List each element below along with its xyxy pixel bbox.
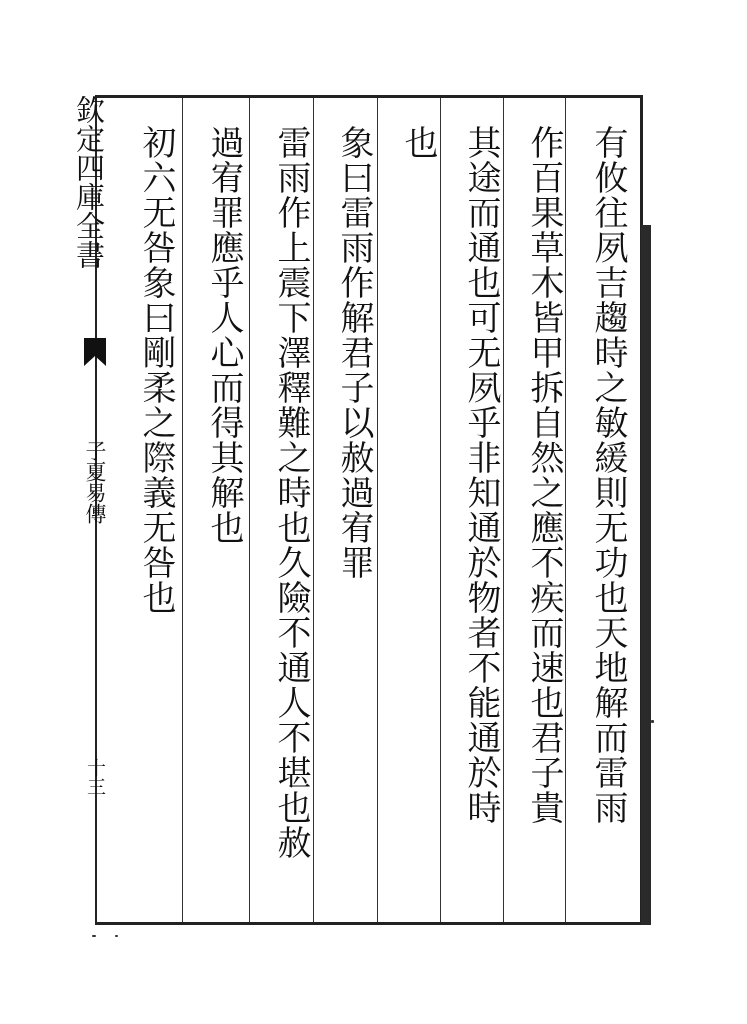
text-column-7: 過宥罪應乎人心而得其解也 — [204, 125, 244, 545]
column-rule — [440, 98, 441, 922]
column-rule — [182, 98, 183, 922]
column-rule — [565, 98, 566, 922]
column-rule — [313, 98, 314, 922]
fold-shadow — [641, 225, 651, 925]
text-column-1: 有攸往夙吉趨時之敏緩則无功也天地解而雷雨 — [588, 125, 628, 825]
column-rule — [377, 98, 378, 922]
text-column-4: 也 — [398, 125, 438, 160]
column-rule — [503, 98, 504, 922]
text-column-2: 作百果草木皆甲拆自然之應不疾而速也君子貴 — [524, 125, 564, 825]
text-column-8: 初六无咎象曰剛柔之際義无咎也 — [136, 125, 176, 615]
text-column-3: 其途而通也可无夙乎非知通於物者不能通於時 — [461, 125, 501, 825]
page-number: 十三 — [84, 758, 106, 796]
ink-speck — [92, 935, 96, 937]
collection-title: 欽定四庫全書 — [72, 95, 106, 269]
text-column-6: 雷雨作上震下澤釋難之時也久險不通人不堪也赦 — [271, 125, 311, 860]
text-column-5: 象曰雷雨作解君子以赦過宥罪 — [334, 125, 374, 580]
fishtail-mark-icon — [84, 338, 106, 378]
column-rule — [249, 98, 250, 922]
work-title: 子夏易傳 — [83, 440, 107, 524]
ink-speck — [651, 720, 654, 723]
ink-speck — [115, 935, 118, 937]
